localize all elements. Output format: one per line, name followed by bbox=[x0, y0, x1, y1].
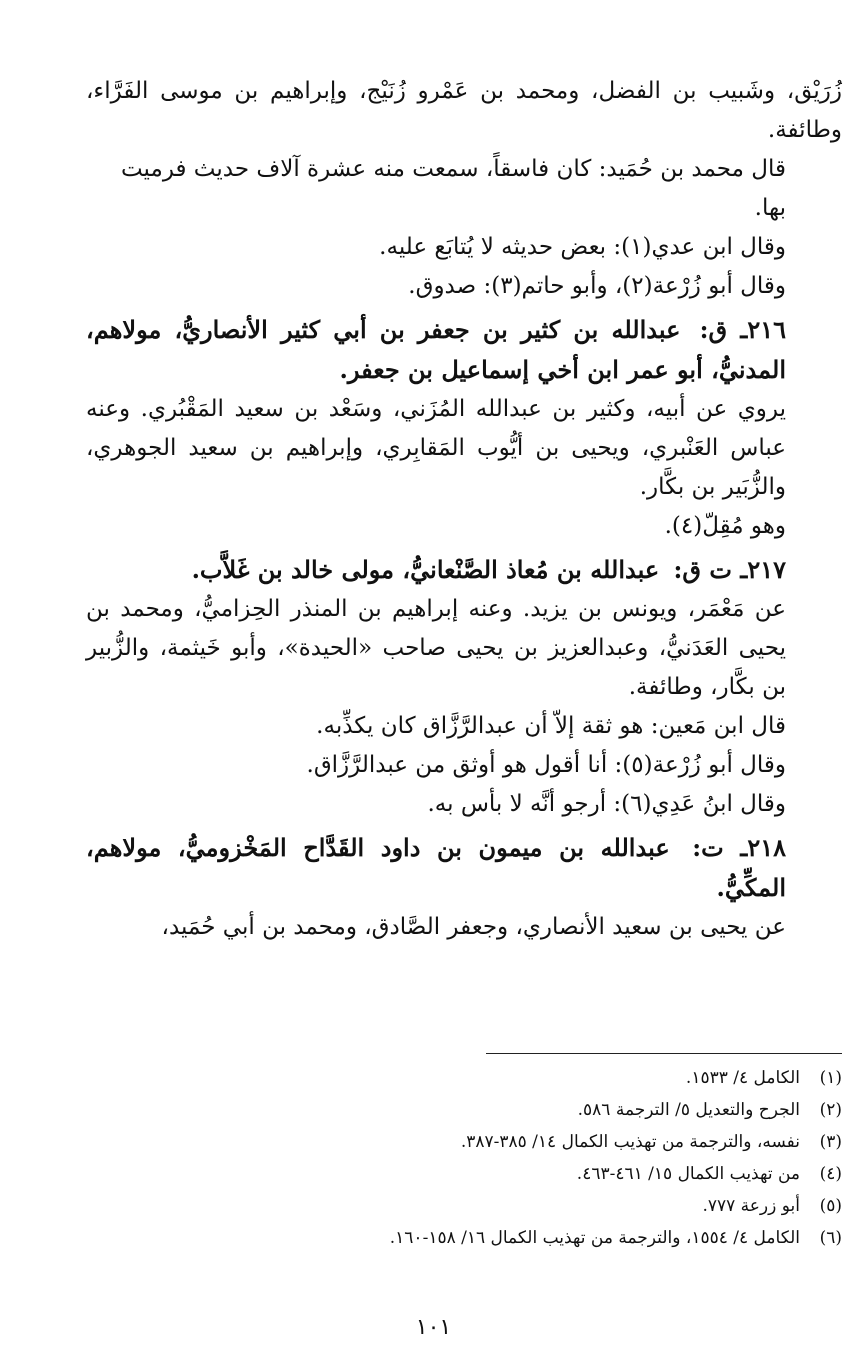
footnote bbox=[86, 1126, 842, 1158]
footnote-text: أبو زرعة ٧٧٧. bbox=[702, 1196, 800, 1216]
paragraph-4: وقال أبو زُرْعة(٢)، وأبو حاتم(٣): صدوق. bbox=[408, 273, 786, 299]
entry-heading-218 bbox=[86, 828, 842, 908]
footnote-text: الجرح والتعديل ٥/ الترجمة ٥٨٦. bbox=[577, 1100, 800, 1120]
page-number: ١٠١ bbox=[415, 1315, 452, 1340]
entry-heading-217 bbox=[86, 550, 842, 590]
footnotes bbox=[86, 1062, 842, 1254]
paragraph-11: وقال أبو زُرْعة(٥): أنا أقول هو أوثق من عبدالرَّزَّاق. bbox=[306, 752, 786, 778]
footnote-number: (١) bbox=[819, 1068, 842, 1088]
footnote-number: (٢) bbox=[819, 1100, 842, 1120]
entry-title: عبدالله بن مُعاذ الصَّنْعانيُّ، مولى خالد بن غَلاَّب. bbox=[191, 555, 660, 584]
footnote-text: من تهذيب الكمال ١٥/ ٤٦١-٤٦٣. bbox=[576, 1164, 800, 1184]
entry-heading-216 bbox=[86, 310, 842, 390]
footnote-number: (٥) bbox=[819, 1196, 842, 1216]
paragraph-7: وهو مُقِلّ(٤). bbox=[664, 513, 786, 539]
footnote-text: الكامل ٤/ ١٥٣٣. bbox=[685, 1068, 800, 1088]
entry-title: عبدالله بن ميمون بن داود القَدَّاح المَخْزوميُّ، مولاهم، المكِّيُّ. bbox=[86, 833, 786, 902]
footnote bbox=[86, 1094, 842, 1126]
footnote bbox=[86, 1062, 842, 1094]
footnote-divider bbox=[486, 1053, 842, 1054]
footnote bbox=[86, 1158, 842, 1190]
paragraph-14: عن يحيى بن سعيد الأنصاري، وجعفر الصَّادق، ومحمد بن أبي حُمَيد، bbox=[161, 914, 786, 940]
paragraph-2: قال محمد بن حُمَيد: كان فاسقاً، سمعت منه عشرة آلاف حديث فرميت بها. bbox=[120, 156, 786, 221]
paragraph-3: وقال ابن عدي(١): بعض حديثه لا يُتابَع عليه. bbox=[379, 234, 786, 260]
footnote-number: (٦) bbox=[819, 1228, 842, 1248]
footnote-text: الكامل ٤/ ١٥٥٤، والترجمة من تهذيب الكمال ١٦/ ١٥٨-١٦٠. bbox=[389, 1228, 800, 1248]
entry-title: عبدالله بن كثير بن جعفر بن أبي كثير الأنصاريُّ، مولاهم، المدنيُّ، أبو عمر ابن أخي إسماعيل بن جعفر. bbox=[86, 315, 786, 384]
entry-number: ٢١٦ـ ق: bbox=[699, 315, 787, 344]
paragraph-12: وقال ابنُ عَدِي(٦): أرجو أنَّه لا بأس به. bbox=[427, 791, 786, 817]
footnote-text: نفسه، والترجمة من تهذيب الكمال ١٤/ ٣٨٥-٣٨٧. bbox=[460, 1132, 800, 1152]
paragraph-10: قال ابن مَعين: هو ثقة إلاّ أن عبدالرَّزَّاق كان يكذِّبه. bbox=[316, 713, 786, 739]
paragraph-1: زُرَيْق، وشَبيب بن الفضل، ومحمد بن عَمْرو زُنَيْج، وإبراهيم بن موسى الفَرَّاء، وطائفة. bbox=[86, 78, 842, 143]
footnote-number: (٣) bbox=[819, 1132, 842, 1152]
paragraph-9: عن مَعْمَر، ويونس بن يزيد. وعنه إبراهيم بن المنذر الحِزاميُّ، ومحمد بن يحيى العَدَنيُّ، وعبدالعزيز بن يحيى صاحب «الحيدة»، وأبو خَيثمة، والزُّبير بن بكَّار، وطائفة. bbox=[86, 596, 786, 700]
footnote bbox=[86, 1190, 842, 1222]
footnote bbox=[86, 1222, 842, 1254]
paragraph-6: يروي عن أبيه، وكثير بن عبدالله المُزَني، وسَعْد بن سعيد المَقْبُري. وعنه عباس العَنْبري، ويحيى بن أيُّوب المَقابِري، وإبراهيم بن سعيد الجوهري، والزُّبَير بن بكَّار. bbox=[86, 396, 786, 500]
entry-number: ٢١٧ـ ت ق: bbox=[673, 555, 786, 584]
main-text bbox=[86, 72, 842, 947]
entry-number: ٢١٨ـ ت: bbox=[692, 833, 787, 862]
footnote-number: (٤) bbox=[819, 1164, 842, 1184]
